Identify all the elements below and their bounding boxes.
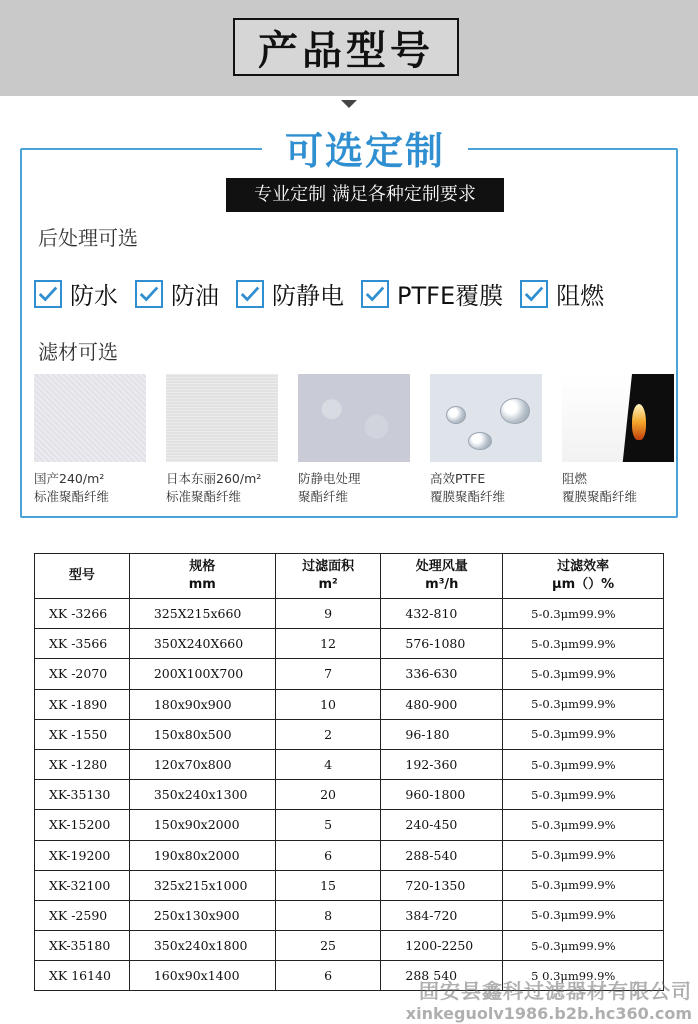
table-cell: 12	[275, 629, 381, 659]
option-oilproof	[135, 276, 219, 311]
table-cell: 200X100X700	[129, 659, 275, 689]
table-row	[35, 900, 664, 930]
table-cell: XK -1550	[35, 719, 130, 749]
checkbox-checked-icon	[520, 280, 548, 308]
table-cell: 2	[275, 719, 381, 749]
table-cell: 160x90x1400	[129, 961, 275, 991]
table-cell: 325X215x660	[129, 599, 275, 629]
table-cell: 25	[275, 931, 381, 961]
table-cell: 120x70x800	[129, 749, 275, 779]
table-row	[35, 599, 664, 629]
table-cell: XK -1280	[35, 749, 130, 779]
table-row	[35, 689, 664, 719]
table-cell: 96-180	[381, 719, 503, 749]
table-cell: 720-1350	[381, 870, 503, 900]
option-label: 防水	[70, 282, 118, 310]
material-item	[166, 374, 278, 506]
table-cell: XK -2590	[35, 900, 130, 930]
table-cell: XK 16140	[35, 961, 130, 991]
material-label: 滤材可选	[38, 340, 118, 364]
table-cell: XK-32100	[35, 870, 130, 900]
table-cell: 5-0.3μm99.9%	[503, 629, 664, 659]
option-label: 防静电	[272, 282, 344, 310]
table-cell: 6	[275, 961, 381, 991]
table-cell: 5 0.3μm99.9%	[503, 961, 664, 991]
table-cell: 8	[275, 900, 381, 930]
table-cell: 960-1800	[381, 780, 503, 810]
table-cell: 384-720	[381, 900, 503, 930]
material-item	[562, 374, 674, 506]
table-cell: 432-810	[381, 599, 503, 629]
table-cell: 5-0.3μm99.9%	[503, 780, 664, 810]
material-list	[34, 374, 674, 506]
table-cell: XK-19200	[35, 840, 130, 870]
table-cell: 576-1080	[381, 629, 503, 659]
table-cell: XK -3566	[35, 629, 130, 659]
custom-section-title: 可选定制	[262, 126, 468, 176]
table-row	[35, 749, 664, 779]
table-row	[35, 840, 664, 870]
custom-section-subtitle: 专业定制 满足各种定制要求	[226, 178, 504, 212]
fabric-sheet-shape	[562, 374, 632, 462]
table-cell: 1200-2250	[381, 931, 503, 961]
table-cell: 288-540	[381, 840, 503, 870]
table-cell: 6	[275, 840, 381, 870]
table-row	[35, 931, 664, 961]
post-treatment-label: 后处理可选	[38, 226, 138, 250]
table-cell: XK-35180	[35, 931, 130, 961]
material-item	[430, 374, 542, 506]
material-swatch-image	[166, 374, 278, 462]
table-cell: 5-0.3μm99.9%	[503, 599, 664, 629]
material-item	[34, 374, 146, 506]
option-waterproof	[34, 276, 118, 311]
table-cell: 150x90x2000	[129, 810, 275, 840]
table-cell: 7	[275, 659, 381, 689]
table-cell: XK -1890	[35, 689, 130, 719]
material-caption: 国产240/m² 标准聚酯纤维	[34, 471, 110, 504]
table-row	[35, 659, 664, 689]
option-antistatic	[236, 276, 344, 311]
table-row	[35, 870, 664, 900]
table-row	[35, 629, 664, 659]
table-cell: 350x240x1800	[129, 931, 275, 961]
table-cell: 4	[275, 749, 381, 779]
water-drop-icon	[446, 406, 466, 424]
table-cell: 5-0.3μm99.9%	[503, 689, 664, 719]
checkbox-checked-icon	[135, 280, 163, 308]
table-cell: 5-0.3μm99.9%	[503, 659, 664, 689]
watermark-company: 固安县鑫科过滤器材有限公司	[419, 979, 692, 1003]
table-cell: 150x80x500	[129, 719, 275, 749]
water-drop-icon	[468, 432, 492, 450]
material-swatch-image	[34, 374, 146, 462]
material-caption: 高效PTFE 覆膜聚酯纤维	[430, 471, 506, 504]
option-flame-retardant	[520, 276, 604, 311]
post-treatment-options	[34, 276, 621, 311]
option-label: 阻燃	[556, 282, 605, 310]
header-efficiency: 过滤效率 μm（）%	[503, 554, 664, 599]
flame-icon	[632, 404, 646, 440]
material-swatch-image	[298, 374, 410, 462]
table-cell: 15	[275, 870, 381, 900]
water-drop-icon	[500, 398, 530, 424]
table-body	[35, 599, 664, 991]
option-ptfe	[361, 276, 503, 311]
table-cell: 350X240X660	[129, 629, 275, 659]
table-cell: 5	[275, 810, 381, 840]
table-cell: 336-630	[381, 659, 503, 689]
table-cell: 240-450	[381, 810, 503, 840]
table-row	[35, 810, 664, 840]
material-caption: 日本东丽260/m² 标准聚酯纤维	[166, 471, 262, 504]
table-cell: 10	[275, 689, 381, 719]
checkbox-checked-icon	[34, 280, 62, 308]
table-cell: 325x215x1000	[129, 870, 275, 900]
checkbox-checked-icon	[236, 280, 264, 308]
table-cell: 192-360	[381, 749, 503, 779]
watermark	[406, 975, 692, 1023]
table-cell: 350x240x1300	[129, 780, 275, 810]
header-spec: 规格 mm	[129, 554, 275, 599]
watermark-url: xinkeguolv1986.b2b.hc360.com	[405, 1004, 692, 1023]
table-cell: XK-15200	[35, 810, 130, 840]
header-airflow: 处理风量 m³/h	[381, 554, 503, 599]
arrow-down-icon	[341, 100, 357, 108]
table-cell: 250x130x900	[129, 900, 275, 930]
header-model: 型号	[35, 554, 130, 599]
table-cell: 9	[275, 599, 381, 629]
table-cell: 5-0.3μm99.9%	[503, 749, 664, 779]
table-cell: 180x90x900	[129, 689, 275, 719]
table-cell: 190x80x2000	[129, 840, 275, 870]
product-spec-table	[34, 553, 664, 991]
material-caption: 防静电处理 聚酯纤维	[298, 471, 361, 504]
table-row	[35, 780, 664, 810]
table-cell: XK -3266	[35, 599, 130, 629]
material-item	[298, 374, 410, 506]
checkbox-checked-icon	[361, 280, 389, 308]
header-filter-area: 过滤面积 m²	[275, 554, 381, 599]
table-cell: 480-900	[381, 689, 503, 719]
material-swatch-image	[562, 374, 674, 462]
table-cell: XK -2070	[35, 659, 130, 689]
table-cell: 5-0.3μm99.9%	[503, 900, 664, 930]
table-cell: 20	[275, 780, 381, 810]
table-cell: 288 540	[381, 961, 503, 991]
table-cell: 5-0.3μm99.9%	[503, 719, 664, 749]
option-label: 防油	[171, 282, 219, 310]
table-row	[35, 719, 664, 749]
table-cell: 5-0.3μm99.9%	[503, 840, 664, 870]
page-title: 产品型号	[233, 18, 459, 76]
table-cell: 5-0.3μm99.9%	[503, 931, 664, 961]
table-cell: XK-35130	[35, 780, 130, 810]
option-label: PTFE覆膜	[397, 282, 504, 310]
material-swatch-image	[430, 374, 542, 462]
table-header-row	[35, 554, 664, 599]
table-cell: 5-0.3μm99.9%	[503, 810, 664, 840]
table-cell: 5-0.3μm99.9%	[503, 870, 664, 900]
material-caption: 阻燃 覆膜聚酯纤维	[562, 471, 638, 504]
